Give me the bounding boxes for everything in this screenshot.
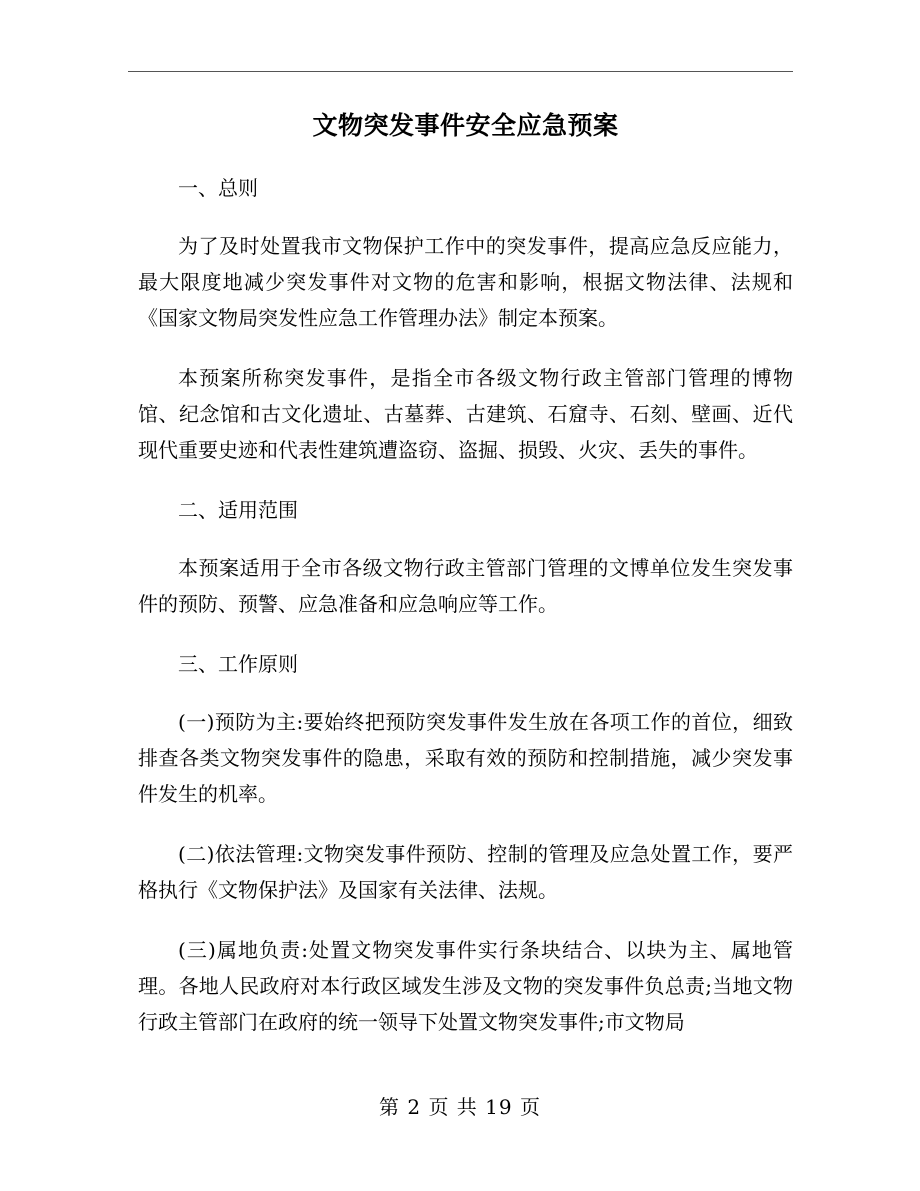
paragraph-principle-law: (二)依法管理:文物突发事件预防、控制的管理及应急处置工作，要严格执行《文物保护法》及国家有关法律、法规。 bbox=[138, 842, 793, 902]
section-heading-scope: 二、适用范围 bbox=[178, 498, 298, 522]
header-rule bbox=[128, 71, 793, 72]
paragraph-principle-territorial: (三)属地负责:处置文物突发事件实行条块结合、以块为主、属地管理。各地人民政府对本行政区域发生涉及文物的突发事件负总责;当地文物行政主管部门在政府的统一领导下处置文物突发事件;市文物局 bbox=[138, 938, 793, 1034]
paragraph-definition: 本预案所称突发事件，是指全市各级文物行政主管部门管理的博物馆、纪念馆和古文化遗址、古墓葬、古建筑、石窟寺、石刻、壁画、近代现代重要史迹和代表性建筑遭盗窃、盗掘、损毁、火灾、丢失的事件。 bbox=[138, 366, 793, 462]
section-heading-general: 一、总则 bbox=[178, 176, 258, 200]
page-number: 第 2 页 共 19 页 bbox=[379, 1095, 541, 1119]
paragraph-scope: 本预案适用于全市各级文物行政主管部门管理的文博单位发生突发事件的预防、预警、应急准备和应急响应等工作。 bbox=[138, 556, 793, 616]
section-heading-principles: 三、工作原则 bbox=[178, 652, 298, 676]
document-title: 文物突发事件安全应急预案 bbox=[312, 111, 619, 140]
paragraph-principle-prevention: (一)预防为主:要始终把预防突发事件发生放在各项工作的首位，细致排查各类文物突发事件的隐患，采取有效的预防和控制措施，减少突发事件发生的机率。 bbox=[138, 710, 793, 806]
document-body bbox=[138, 108, 793, 1064]
paragraph-purpose: 为了及时处置我市文物保护工作中的突发事件，提高应急反应能力，最大限度地减少突发事件对文物的危害和影响，根据文物法律、法规和《国家文物局突发性应急工作管理办法》制定本预案。 bbox=[138, 234, 793, 330]
